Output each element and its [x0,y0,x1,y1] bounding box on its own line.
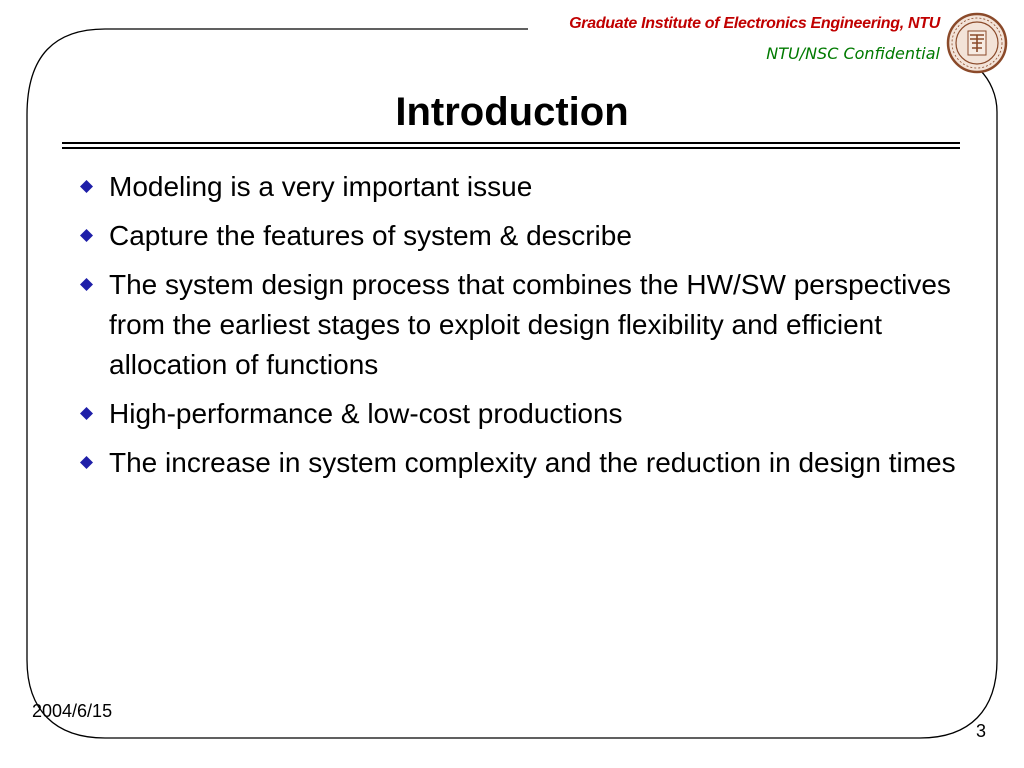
bullet-text: Modeling is a very important issue [109,171,533,202]
diamond-bullet-icon [80,456,93,469]
page-number: 3 [975,721,986,741]
confidential-label: NTU/NSC Confidential [766,44,940,63]
bullet-item [76,443,956,483]
bullet-text: High-performance & low-cost productions [109,398,623,429]
university-seal-icon [946,12,1008,74]
bullet-text: The system design process that combines the HW/SW perspectives from the earliest stages to exploit design flexibility and efficient allocation of functions [109,269,951,380]
institute-name: Graduate Institute of Electronics Engineering, NTU [569,15,940,32]
bullet-item [76,394,956,434]
title-divider-bottom [62,147,960,149]
diamond-bullet-icon [80,278,93,291]
bullet-item [76,265,956,385]
bullet-list [76,167,956,492]
diamond-bullet-icon [80,407,93,420]
bullet-item [76,216,956,256]
footer-date: 2004/6/15 [32,701,113,721]
bullet-text: Capture the features of system & describe [109,220,632,251]
bullet-text: The increase in system complexity and the reduction in design times [109,447,956,478]
diamond-bullet-icon [80,180,93,193]
diamond-bullet-icon [80,229,93,242]
title-divider-top [62,142,960,144]
bullet-item [76,167,956,207]
slide-title: Introduction [395,90,629,134]
